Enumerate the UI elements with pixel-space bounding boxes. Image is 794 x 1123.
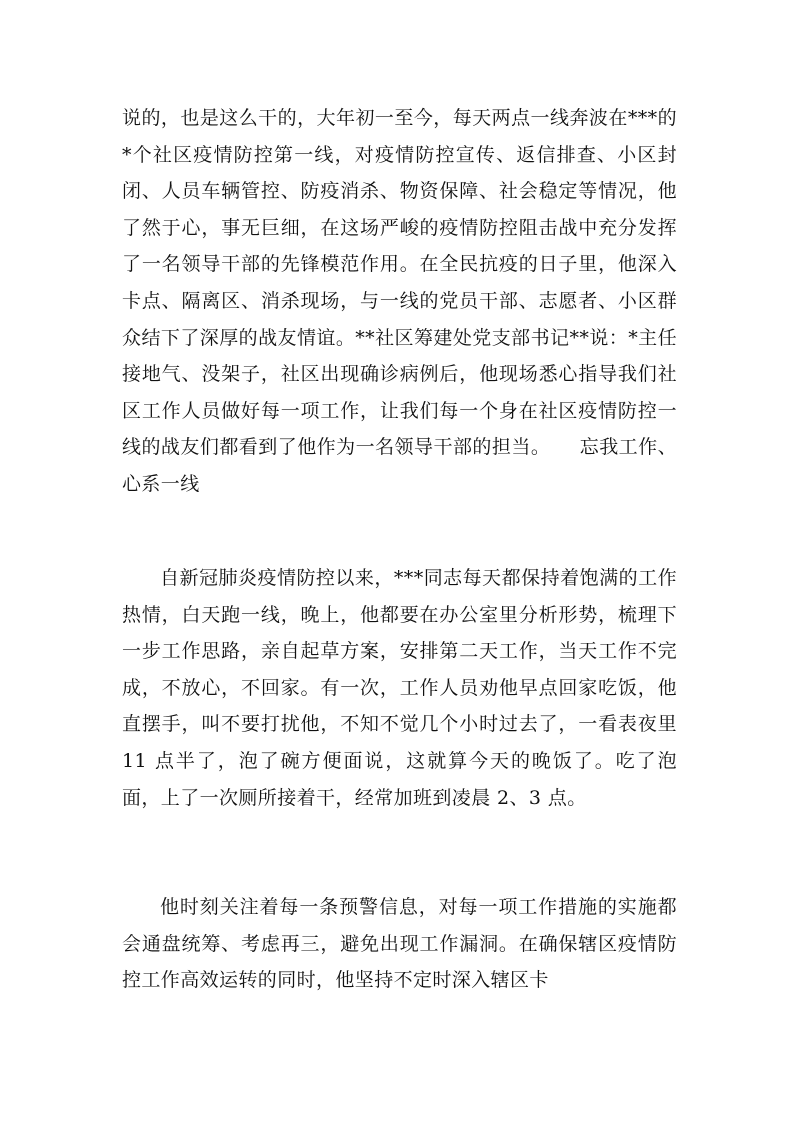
paragraph-1: 说的，也是这么干的，大年初一至今，每天两点一线奔波在***的*个社区疫情防控第一线，对疫情防控宣传、返信排查、小区封闭、人员车辆管控、防疫消杀、物资保障、社会稳定等情况，他了然于心，事无巨细，在这场严峻的疫情防控阻击战中充分发挥了一名领导干部的先锋模范作用。在全民抗疫的日子里，他深入卡点、隔离区、消杀现场，与一线的党员干部、志愿者、小区群众结下了深厚的战友情谊。**社区筹建处党支部书记**说：*主任接地气、没架子，社区出现确诊病例后，他现场悉心指导我们社区工作人员做好每一项工作，让我们每一个身在社区疫情防控一线的战友们都看到了他作为一名领导干部的担当。 忘我工作、心系一线: [122, 107, 677, 495]
paragraph-3: 他时刻关注着每一条预警信息，对每一项工作措施的实施都会通盘统筹、考虑再三，避免出现工作漏洞。在确保辖区疫情防控工作高效运转的同时，他坚持不定时深入辖区卡: [122, 896, 677, 992]
paragraph-2: 自新冠肺炎疫情防控以来，***同志每天都保持着饱满的工作热情，白天跑一线，晚上，他都要在办公室里分析形势，梳理下一步工作思路，亲自起草方案，安排第二天工作，当天工作不完成，不放心，不回家。有一次，工作人员劝他早点回家吃饭，他直摆手，叫不要打扰他，不知不觉几个小时过去了，一看表夜里 11 点半了，泡了碗方便面说，这就算今天的晚饭了。吃了泡面，上了一次厕所接着干，经常加班到凌晨 2、3 点。: [122, 567, 677, 809]
